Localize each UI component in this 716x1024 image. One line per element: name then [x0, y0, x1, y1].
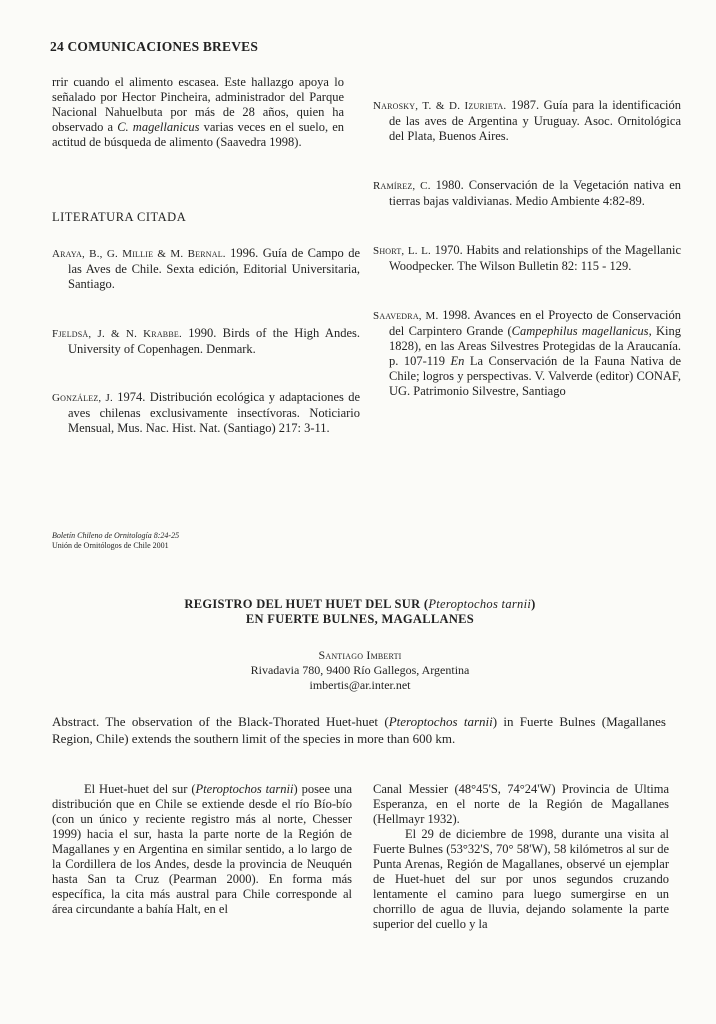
continuation-paragraph	[52, 75, 344, 150]
reference-author: Narosky, T. & D. Izurieta.	[373, 100, 507, 112]
body-left-column	[52, 782, 352, 917]
reference-narosky	[373, 98, 681, 144]
species-name: Pteroptochos tarnii	[195, 782, 294, 796]
reference-text: 1980. Conservación de la Vegetación nativa en tierras bajas valdivianas. Medio Ambiente 4:82-89.	[389, 178, 681, 208]
article-title-line1	[60, 597, 660, 612]
species-name: C. magellanicus	[117, 120, 200, 134]
reference-text: 1996. Guía de Campo de las Aves de Chile. Sexta edición, Editorial Universitaria, Santiago.	[68, 246, 360, 291]
author-address: Rivadavia 780, 9400 Río Gallegos, Argentina	[250, 663, 470, 677]
body-text: El Huet-huet del sur (	[84, 782, 196, 796]
author-email: imbertis@ar.inter.net	[309, 678, 411, 692]
journal-citation: Boletín Chileno de Ornitología 8:24-25	[52, 531, 180, 540]
author-name: Santiago Imberti	[318, 648, 402, 662]
reference-author: Saavedra, M.	[373, 310, 439, 322]
reference-author: Fjeldså, J. & N. Krabbe.	[52, 328, 182, 340]
paragraph-text: varias veces en el suelo, en actitud de búsqueda de alimento (Saavedra 1998).	[52, 120, 345, 149]
body-paragraph: El 29 de diciembre de 1998, durante una visita al Fuerte Bulnes (53°32'S, 70° 58'W), 58 kilómetros al sur de Punta Arenas, Región de Magallanes, observé un ejemplar de Huet-huet del sur por unos segundos cruzando lentamente el camino para luego sumergirse en un chorrillo de agua de lluvia, dejando solamente la parte superior del cuello y la	[373, 827, 669, 931]
reference-text: 1974. Distribución ecológica y adaptaciones de aves chilenas exclusivamente insectívoras. Noticiario Mensual, Mus. Nac. Hist. Nat. (Santiago) 217: 3-11.	[68, 390, 360, 435]
reference-text: En	[450, 354, 465, 368]
species-name: Pteroptochos tarnii	[388, 714, 493, 729]
body-text: ) posee una distribución que en Chile se extiende desde el río Bío-bío (con un único y reciente registro más al norte, Chesser 1999) hacia el sur, hasta la parte norte de la Región de Magallanes y en Argentina en similar sentido, a lo largo de la Cordillera de los Andes, desde la provincia de Neuquén hasta San ta Cruz (Pearman 2000). En forma más específica, la cita más austral para Chile corresponde al área circundante a bahía Halt, en el	[52, 782, 353, 916]
abstract-text: ) in Fuerte Bulnes (Magallanes Region, Chile) extends the southern limit of the species in more than 600 km.	[52, 714, 666, 746]
journal-footnote	[52, 531, 179, 550]
abstract	[52, 713, 666, 747]
reference-text: 1990. Birds of the High Andes. University of Copenhagen. Denmark.	[68, 326, 360, 356]
abstract-text: Abstract. The observation of the Black-Thorated Huet-huet (	[52, 714, 389, 729]
title-text: )	[531, 597, 536, 611]
journal-publisher: Unión de Ornitólogos de Chile 2001	[52, 540, 169, 550]
reference-gonzalez	[52, 390, 360, 436]
species-name: Pteroptochos tarnii	[428, 597, 532, 611]
species-name: Campephilus magellanicus	[511, 324, 649, 338]
body-right-column	[373, 782, 669, 932]
reference-saavedra	[373, 308, 681, 399]
reference-author: González, J.	[52, 392, 113, 404]
paragraph-text: rrir cuando el alimento escasea. Este hallazgo apoya lo señalado por Hector Pincheira, administrador del Parque Nacional Nahuelbuta por más de 28 años, quien ha observado a	[52, 75, 344, 134]
reference-author: Araya, B., G. Millie & M. Bernal.	[52, 248, 226, 260]
reference-author: Ramírez, C.	[373, 180, 431, 192]
reference-short	[373, 243, 681, 274]
literature-heading: LITERATURA CITADA	[52, 210, 187, 224]
reference-text: 1987. Guía para la identificación de las aves de Argentina y Uruguay. Asoc. Ornitológica del Plata, Buenos Aires.	[389, 98, 681, 143]
body-paragraph: Canal Messier (48°45'S, 74°24'W) Provincia de Ultima Esperanza, en el norte de la Región de Magallanes (Hellmayr 1932).	[373, 782, 669, 826]
author-block	[60, 648, 660, 693]
reference-text: , King 1828), en las Areas Silvestres Protegidas de la Araucanía. p. 107-119	[389, 324, 681, 368]
reference-text: 1970. Habits and relationships of the Magellanic Woodpecker. The Wilson Bulletin 82: 115 - 129.	[389, 243, 681, 273]
reference-ramirez	[373, 178, 681, 209]
reference-araya	[52, 246, 360, 292]
running-head: 24 COMUNICACIONES BREVES	[50, 39, 259, 54]
reference-fjeldsa	[52, 326, 360, 357]
article-title-line2: EN FUERTE BULNES, MAGALLANES	[245, 612, 475, 626]
reference-author: Short, L. L.	[373, 245, 432, 257]
article-title	[60, 597, 660, 627]
title-text: REGISTRO DEL HUET HUET DEL SUR (	[184, 597, 429, 611]
reference-text: La Conservación de la Fauna Nativa de Chile; logros y perspectivas. V. Valverde (editor) CONAF, UG. Patrimonio Silvestre, Santiago	[389, 354, 681, 398]
reference-text: 1998. Avances en el Proyecto de Conservación del Carpintero Grande (	[389, 308, 681, 338]
